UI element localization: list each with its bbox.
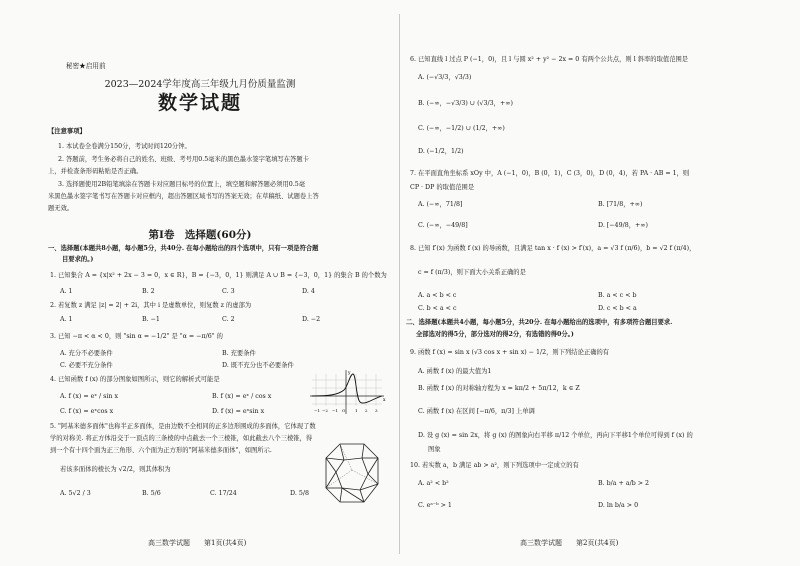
y-label: y (348, 371, 351, 376)
q3-option-c: C. 必要不充分条件 (60, 362, 113, 369)
q7-line: 7. 在平面直角坐标系 xOy 中，A (−1，0)，B (0，1)，C (3，0)，D (0，4)，若 PA · AB = 1，则 (410, 170, 690, 177)
q7-option-d: D. [−49/8，+∞) (598, 222, 648, 229)
q9-option-c: C. 函数 f (x) 在区间 [−π/6，π/3] 上单调 (418, 408, 535, 415)
q6-option-d: D. (−1/2，1/2) (418, 148, 464, 155)
tick-label: −2 (322, 408, 328, 413)
q4-stem: 4. 已知函数 f (x) 的部分图象如图所示，则它的解析式可能是 (50, 376, 220, 383)
part1-instruction: 一、选择题(本题共8小题，每小题5分，共40分. 在每小题给出的四个选项中，只有一项是符合题 (48, 245, 319, 252)
q4-option-b: B. f (x) = eˣ / cos x (212, 393, 272, 400)
q3-option-b: B. 充要条件 (222, 350, 256, 357)
exam-title: 2023—2024学年度高三年级九月份质量监测 (104, 79, 296, 90)
graph-grid (312, 374, 382, 406)
q9-option-d-cont: 图象 (428, 446, 441, 453)
part2-instruction: 全部选对的得5分，部分选对的得2分，有选错的得0分。) (416, 331, 574, 338)
q5-option-c: C. 17/24 (210, 490, 237, 497)
page-footer-right: 高三数学试题 第2页(共4页) (520, 539, 619, 547)
q5-line: 5. "阿基米德多面体"也称半正多面体，是由边数不全相同的正多边形围成的多面体，它体现了数 (50, 423, 316, 430)
q5-option-d: D. 5/8 (290, 490, 309, 497)
part2-instruction: 二、选择题(本题共4小题，每小题5分，共20分. 在每小题给出的选项中，有多项符合题目要求. (406, 319, 673, 326)
q5-line: 若该多面体的棱长为 √2/2，则其体积为 (60, 466, 171, 473)
q1-option-a: A. 1 (60, 288, 73, 295)
q8-option-b: B. a < c < b (598, 292, 637, 299)
q5-line: 到一个有十四个面为正三角形、六个面为正方形的"阿基米德多面体"，如图所示. (50, 447, 272, 454)
q8-option-a: A. a < b < c (418, 292, 457, 299)
tick-label: 3 (375, 408, 378, 413)
part1-title: 第Ⅰ卷 选择题(60分) (148, 229, 252, 241)
q8-line: c = f (π/3)，则下面大小关系正确的是 (418, 269, 526, 276)
q8-option-c: C. b < a < c (418, 305, 457, 312)
q2-option-a: A. 1 (60, 316, 73, 323)
notice-line: 3. 选择题使用2B铅笔填涂在答题卡对应题目标号的位置上，填空题和解答题必须用0.5毫 (58, 181, 306, 188)
notice-line: 1. 本试卷全卷满分150分，考试时间120分钟。 (58, 143, 191, 150)
q7-option-a: A. (−∞，71/8] (418, 201, 463, 208)
notice-line: 上，并检查条形码粘贴是否正确。 (48, 168, 143, 175)
q9-stem: 9. 函数 f (x) = sin x (√3 cos x + sin x) − 1/2，则下列结论正确的有 (410, 349, 610, 356)
q1-option-b: B. 2 (142, 288, 155, 295)
notice-title: 【注意事项】 (48, 128, 86, 135)
notice-line: 米黑色墨水签字笔书写在答题卡对应框内，超出答题区域书写的答案无效；在草稿纸、试题卷上答 (48, 193, 319, 200)
q6-option-c: C. (−∞，−1/2) ∪ (1/2，+∞) (418, 125, 505, 132)
q10-option-d: D. ln b/a > 0 (598, 502, 639, 509)
subject-title: 数学试题 (157, 92, 242, 114)
q6-stem: 6. 已知直线 l 过点 P (−1，0)，且 l 与圆 x² + y² − 2x = 0 有两个公共点，则 l 斜率的取值范围是 (410, 56, 689, 63)
q2-stem: 2. 若复数 z 满足 |z| = 2| + 2i，其中 i 是虚数单位，则复数 z 的虚部为 (50, 302, 252, 309)
q7-option-c: C. (−∞，−49/8] (418, 222, 468, 229)
q3-option-a: A. 充分不必要条件 (60, 350, 113, 357)
q5-option-b: B. 5/6 (142, 490, 161, 497)
q2-option-d: D. −2 (302, 316, 321, 323)
q8-option-d: D. c < b < a (598, 305, 637, 312)
tick-label: O (342, 408, 346, 413)
q1-option-d: D. 4 (302, 288, 315, 295)
tick-label: −1 (314, 408, 320, 413)
q10-option-a: A. a² < b² (418, 480, 449, 487)
q4-option-a: A. f (x) = eˣ / sin x (60, 393, 119, 400)
q1-stem: 1. 已知集合 A = {x|x² + 2x − 3 = 0，x ∈ R}，B = {−3，0，1} 则满足 A ∪ B = {−3，0，1} 的集合 B 的个数为 (50, 272, 387, 279)
q9-option-d: D. 设 g (x) = sin 2x，将 g (x) 的图象向右平移 π/12 个单位，再向下平移1个单位可得到 f (x) 的 (418, 432, 693, 439)
q2-option-b: B. −1 (142, 316, 160, 323)
q10-stem: 10. 若实数 a，b 满足 ab > a²，则下列选项中一定成立的有 (410, 462, 579, 469)
tick-label: −1 (332, 408, 338, 413)
q4-option-c: C. f (x) = eˣcos x (60, 408, 114, 415)
q7-line: CP · DP 的取值范围是 (410, 184, 475, 191)
part1-instruction: 目要求的。) (62, 256, 94, 263)
tick-label: 2 (365, 408, 368, 413)
q6-option-b: B. (−∞，−√3/3) ∪ (√3/3，+∞) (418, 100, 513, 107)
q4-option-d: D. f (x) = eˣsin x (212, 408, 265, 415)
x-label: x (383, 398, 386, 403)
q10-option-b: B. b/a + a/b > 2 (598, 480, 650, 487)
q5-option-a: A. 5√2 / 3 (60, 490, 91, 497)
notice-line: 题无效。 (48, 205, 74, 212)
polyhedron-figure (322, 440, 382, 508)
q3-option-d: D. 既不充分也不必要条件 (222, 362, 294, 369)
q5-line: 学的对称美. 将正方体沿交于一顶点的三条棱的中点截去一个三棱锥，如此截去八个三棱锥，得 (50, 435, 313, 442)
notice-line: 2. 答题前，考生务必将自己的姓名、班级、考号用0.5毫米的黑色墨水签字笔填写在答题卡 (58, 156, 310, 163)
q10-option-c: C. eᵃ⁻ᵇ > 1 (418, 502, 452, 509)
q6-option-a: A. (−√3/3，√3/3) (418, 74, 472, 81)
page-footer-left: 高三数学试题 第1页(共4页) (148, 539, 247, 547)
q8-line: 8. 已知 f′(x) 为函数 f (x) 的导函数，且满足 tan x · f (x) > f′(x)，a = √3 f (π/6)，b = √2 f (π/4)， (410, 245, 696, 252)
q3-stem: 3. 已知 −π < α < 0，则 "sin α = −1/2" 是 "α = −π/6" 的 (50, 333, 223, 340)
confidential-label: 秘密★启用前 (66, 62, 106, 70)
right-page (400, 0, 800, 566)
q9-option-b: B. 函数 f (x) 的对称轴方程为 x = kπ/2 + 5π/12，k ∈ Z (418, 385, 580, 392)
function-curve (312, 374, 382, 403)
q1-option-c: C. 3 (222, 288, 235, 295)
function-graph (308, 368, 388, 418)
q2-option-c: C. 2 (222, 316, 235, 323)
q9-option-a: A. 函数 f (x) 的最大值为1 (418, 368, 492, 375)
q7-option-b: B. [71/8，+∞) (598, 201, 643, 208)
tick-label: 1 (355, 408, 358, 413)
